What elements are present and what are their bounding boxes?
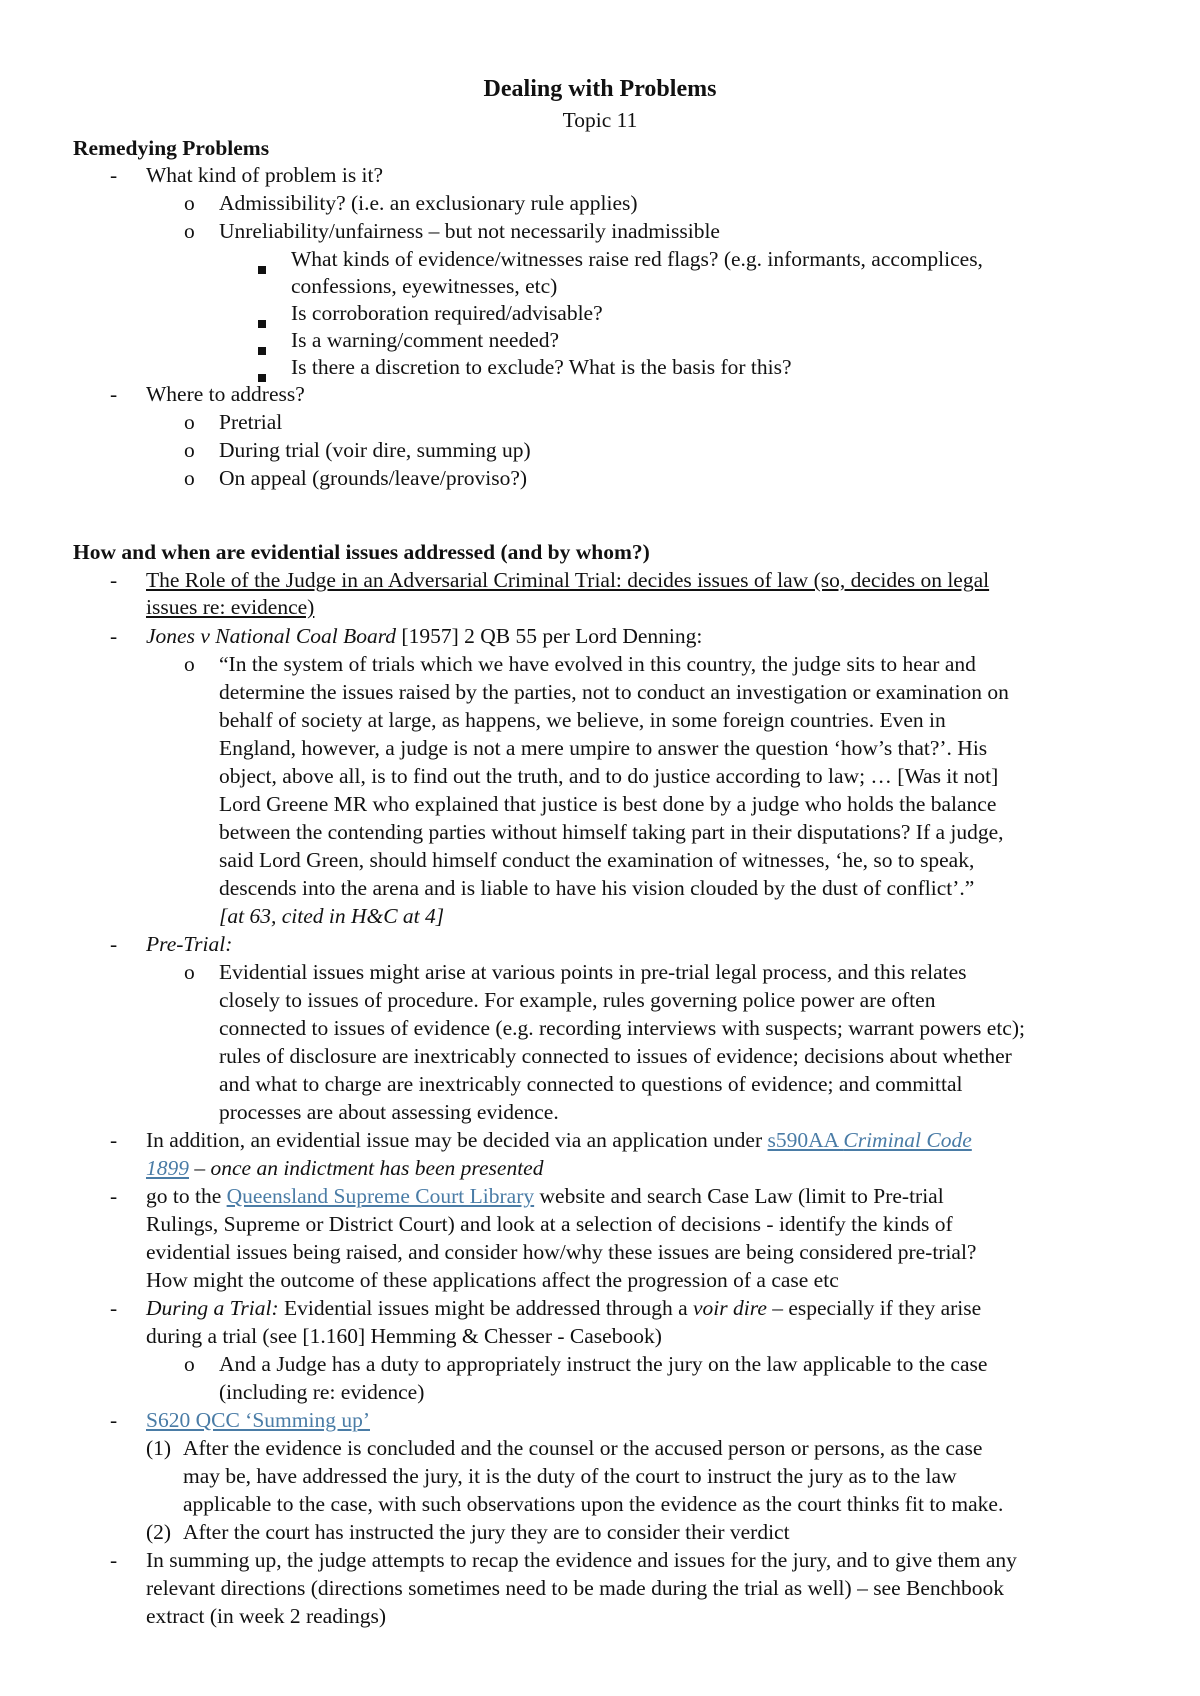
criminal-code-year-text: 1899 bbox=[146, 1156, 189, 1180]
dash-bullet: - bbox=[110, 382, 118, 406]
quote-line: “In the system of trials which we have evolved in this country, the judge sits to hear and bbox=[219, 652, 976, 676]
square-bullet-icon bbox=[258, 307, 266, 335]
list-item-addition bbox=[146, 1126, 972, 1154]
dash-bullet: - bbox=[110, 1296, 118, 1320]
list-item-continuation: How might the outcome of these applications affect the progression of a case etc bbox=[146, 1268, 839, 1292]
indictment-text: – once an indictment has been presented bbox=[189, 1156, 544, 1180]
list-item: What kind of problem is it? bbox=[146, 163, 384, 187]
circle-bullet: o bbox=[184, 438, 195, 462]
list-item: And a Judge has a duty to appropriately instruct the jury on the law applicable to the case bbox=[219, 1352, 988, 1376]
circle-bullet: o bbox=[184, 219, 195, 243]
s590aa-link[interactable] bbox=[768, 1128, 972, 1152]
voir-dire-text: voir dire bbox=[693, 1296, 767, 1320]
list-item-continuation: Rulings, Supreme or District Court) and look at a selection of decisions - identify the kinds of bbox=[146, 1212, 953, 1236]
document-subtitle: Topic 11 bbox=[562, 108, 638, 132]
list-item: Unreliability/unfairness – but not necessarily inadmissible bbox=[219, 219, 720, 243]
summing-line: In summing up, the judge attempts to recap the evidence and issues for the jury, and to give them any bbox=[146, 1548, 1017, 1572]
list-item-continuation: confessions, eyewitnesses, etc) bbox=[291, 274, 558, 298]
summing-line: relevant directions (directions sometimes need to be made during the trial as well) – see Benchbook bbox=[146, 1576, 1004, 1600]
list-item-pretrial-label: Pre-Trial: bbox=[146, 932, 233, 956]
dash-bullet: - bbox=[110, 1128, 118, 1152]
list-item: On appeal (grounds/leave/proviso?) bbox=[219, 466, 528, 490]
list-item: Where to address? bbox=[146, 382, 305, 406]
pretrial-line: rules of disclosure are inextricably connected to issues of evidence; decisions about whether bbox=[219, 1044, 1012, 1068]
list-item: Is a warning/comment needed? bbox=[291, 328, 560, 352]
quote-line: England, however, a judge is not a mere umpire to answer the question ‘how’s that?’. His bbox=[219, 736, 988, 760]
circle-bullet: o bbox=[184, 960, 195, 984]
during-text: Evidential issues might be addressed through a bbox=[278, 1296, 694, 1320]
quote-line: determine the issues raised by the parties, not to conduct an investigation or examination on bbox=[219, 680, 1009, 704]
pretrial-line: connected to issues of evidence (e.g. recording interviews with suspects; warrant powers etc); bbox=[219, 1016, 1025, 1040]
circle-bullet: o bbox=[184, 466, 195, 490]
list-item: What kinds of evidence/witnesses raise red flags? (e.g. informants, accomplices, bbox=[291, 247, 983, 271]
list-item: Is there a discretion to exclude? What is the basis for this? bbox=[291, 355, 792, 379]
section-heading-evidential-issues: How and when are evidential issues addressed (and by whom?) bbox=[73, 540, 650, 564]
pretrial-line: Evidential issues might arise at various points in pre-trial legal process, and this relates bbox=[219, 960, 967, 984]
list-item: Is corroboration required/advisable? bbox=[291, 301, 603, 325]
qld-supreme-court-library-link[interactable]: Queensland Supreme Court Library bbox=[226, 1184, 535, 1208]
circle-bullet: o bbox=[184, 1352, 195, 1376]
dash-bullet: - bbox=[110, 1184, 118, 1208]
s620-line: may be, have addressed the jury, it is the duty of the court to instruct the jury as to the law bbox=[183, 1464, 957, 1488]
list-item-continuation: (including re: evidence) bbox=[219, 1380, 425, 1404]
quote-line: said Lord Green, should himself conduct the examination of witnesses, ‘he, so to speak, bbox=[219, 848, 975, 872]
dash-bullet: - bbox=[110, 624, 118, 648]
circle-bullet: o bbox=[184, 652, 195, 676]
quote-line: between the contending parties without himself taking part in their disputations? If a judge, bbox=[219, 820, 1004, 844]
s590aa-link-text: s590AA bbox=[767, 1128, 844, 1152]
during-label: During a Trial: bbox=[146, 1296, 279, 1320]
list-item-goto bbox=[146, 1182, 944, 1210]
dash-bullet: - bbox=[110, 1408, 118, 1432]
list-item-jones-case bbox=[146, 622, 702, 650]
pretrial-line: processes are about assessing evidence. bbox=[219, 1100, 559, 1124]
quote-line: Lord Greene MR who explained that justice is best done by a judge who holds the balance bbox=[219, 792, 997, 816]
list-number: (1) bbox=[146, 1436, 172, 1460]
case-citation: [1957] 2 QB 55 per Lord Denning: bbox=[396, 624, 703, 648]
s620-line: After the evidence is concluded and the counsel or the accused person or persons, as the case bbox=[183, 1436, 983, 1460]
dash-bullet: - bbox=[110, 1548, 118, 1572]
dash-bullet: - bbox=[110, 568, 118, 592]
s620-summing-up-link[interactable]: S620 QCC ‘Summing up’ bbox=[146, 1408, 370, 1432]
list-item-continuation: during a trial (see [1.160] Hemming & Chesser - Casebook) bbox=[146, 1324, 662, 1348]
list-item: Admissibility? (i.e. an exclusionary rule applies) bbox=[219, 191, 638, 215]
list-item: During trial (voir dire, summing up) bbox=[219, 438, 531, 462]
criminal-code-link-text: Criminal Code bbox=[843, 1128, 972, 1152]
dash-bullet: - bbox=[110, 932, 118, 956]
list-item: Pretrial bbox=[219, 410, 283, 434]
list-number: (2) bbox=[146, 1520, 172, 1544]
document-title: Dealing with Problems bbox=[483, 76, 717, 102]
square-bullet-icon bbox=[258, 334, 266, 362]
list-item-role-of-judge: The Role of the Judge in an Adversarial Criminal Trial: decides issues of law (so, decides on legal bbox=[146, 568, 990, 592]
quote-line: behalf of society at large, as happens, we believe, in some foreign countries. Even in bbox=[219, 708, 946, 732]
s620-line: applicable to the case, with such observations upon the evidence as the court thinks fit to make. bbox=[183, 1492, 1004, 1516]
square-bullet-icon bbox=[258, 253, 266, 281]
dash-bullet: - bbox=[110, 163, 118, 187]
criminal-code-year-link[interactable] bbox=[146, 1156, 189, 1180]
summing-line: extract (in week 2 readings) bbox=[146, 1604, 386, 1628]
quote-citation: [at 63, cited in H&C at 4] bbox=[219, 904, 445, 928]
s620-line: After the court has instructed the jury they are to consider their verdict bbox=[183, 1520, 790, 1544]
addition-text: In addition, an evidential issue may be decided via an application under bbox=[146, 1128, 768, 1152]
pretrial-line: and what to charge are inextricably connected to questions of evidence; and committal bbox=[219, 1072, 963, 1096]
goto-text-rest: website and search Case Law (limit to Pre-trial bbox=[534, 1184, 944, 1208]
list-item-continuation bbox=[146, 1154, 543, 1182]
pretrial-line: closely to issues of procedure. For example, rules governing police power are often bbox=[219, 988, 936, 1012]
case-name: Jones v National Coal Board bbox=[146, 624, 397, 648]
circle-bullet: o bbox=[184, 191, 195, 215]
quote-line: object, above all, is to find out the truth, and to do justice according to law; … [Was it not] bbox=[219, 764, 999, 788]
list-item-continuation: issues re: evidence) bbox=[146, 595, 315, 619]
goto-text: go to the bbox=[146, 1184, 227, 1208]
list-item-during-trial bbox=[146, 1294, 981, 1322]
during-text-rest: – especially if they arise bbox=[766, 1296, 982, 1320]
quote-line: descends into the arena and is liable to have his vision clouded by the dust of conflict’.” bbox=[219, 876, 975, 900]
section-heading-remedying: Remedying Problems bbox=[73, 136, 270, 160]
circle-bullet: o bbox=[184, 410, 195, 434]
list-item-continuation: evidential issues being raised, and consider how/why these issues are being considered pre-trial? bbox=[146, 1240, 977, 1264]
